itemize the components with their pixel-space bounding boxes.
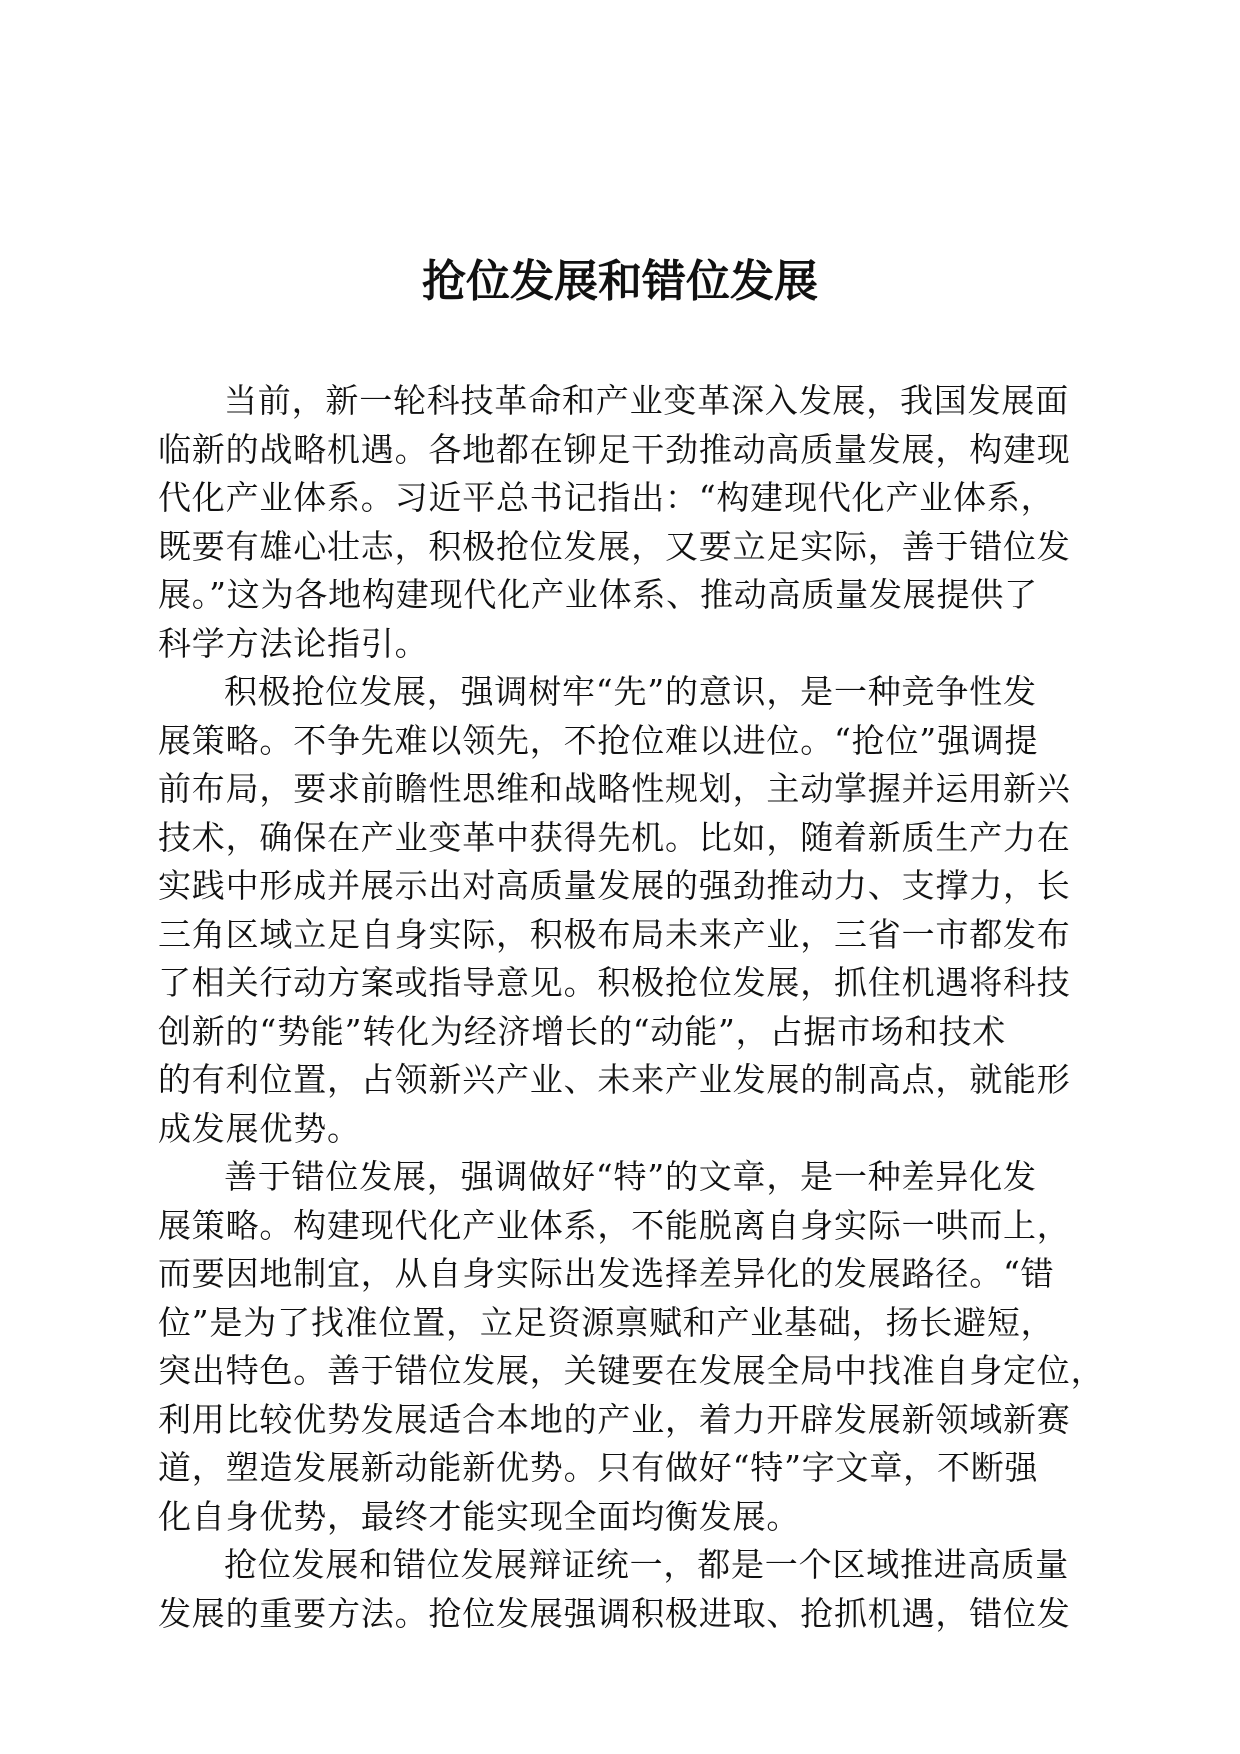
paragraph-line: 道，塑造发展新动能新优势。只有做好“特”字文章，不断强 xyxy=(158,1448,1039,1487)
paragraph-line: 前布局，要求前瞻性思维和战略性规划，主动掌握并运用新兴 xyxy=(158,769,1071,808)
paragraph-line: 善于错位发展，强调做好“特”的文章，是一种差异化发 xyxy=(224,1157,1037,1196)
paragraph-line: 而要因地制宜，从自身实际出发选择差异化的发展路径。“错 xyxy=(158,1254,1055,1293)
paragraph-4 xyxy=(158,1541,1078,1638)
paragraph-line: 突出特色。善于错位发展，关键要在发展全局中找准自身定位， xyxy=(158,1351,1105,1390)
document-body xyxy=(158,377,1105,1638)
paragraph-line: 抢位发展和错位发展辩证统一，都是一个区域推进高质量 xyxy=(224,1545,1069,1584)
paragraph-line: 展策略。不争先难以领先，不抢位难以进位。“抢位”强调提 xyxy=(158,720,1039,760)
paragraph-line: 技术，确保在产业变革中获得先机。比如，随着新质生产力在 xyxy=(158,817,1071,857)
paragraph-line: 展策略。构建现代化产业体系，不能脱离自身实际一哄而上， xyxy=(158,1205,1071,1245)
paragraph-line: 展。”这为各地构建现代化产业体系、推动高质量发展提供了 xyxy=(158,575,1038,614)
paragraph-1 xyxy=(158,377,1078,668)
paragraph-line: 三角区域立足自身实际，积极布局未来产业，三省一市都发布 xyxy=(158,914,1071,954)
paragraph-line: 积极抢位发展，强调树牢“先”的意识，是一种竞争性发 xyxy=(224,672,1037,711)
paragraph-line: 利用比较优势发展适合本地的产业，着力开辟发展新领域新赛 xyxy=(158,1399,1071,1439)
paragraph-line: 科学方法论指引。 xyxy=(158,623,429,663)
paragraph-3 xyxy=(158,1153,1105,1541)
paragraph-line: 位”是为了找准位置，立足资源禀赋和产业基础，扬长避短， xyxy=(158,1302,1055,1342)
paragraph-line: 发展的重要方法。抢位发展强调积极进取、抢抓机遇，错位发 xyxy=(158,1593,1071,1633)
document-title: 抢位发展和错位发展 xyxy=(422,256,818,307)
paragraph-line: 代化产业体系。习近平总书记指出：“构建现代化产业体系， xyxy=(158,478,1055,517)
paragraph-line: 当前，新一轮科技革命和产业变革深入发展，我国发展面 xyxy=(224,381,1069,420)
paragraph-line: 既要有雄心壮志，积极抢位发展，又要立足实际，善于错位发 xyxy=(158,526,1071,566)
paragraph-line: 实践中形成并展示出对高质量发展的强劲推动力、支撑力，长 xyxy=(158,866,1071,905)
paragraph-2 xyxy=(158,668,1078,1153)
paragraph-line: 成发展优势。 xyxy=(158,1108,361,1148)
paragraph-line: 创新的“势能”转化为经济增长的“动能”，占据市场和技术 xyxy=(158,1011,1007,1051)
paragraph-line: 化自身优势，最终才能实现全面均衡发展。 xyxy=(158,1496,801,1536)
paragraph-line: 了相关行动方案或指导意见。积极抢位发展，抓住机遇将科技 xyxy=(158,963,1071,1002)
paragraph-line: 临新的战略机遇。各地都在铆足干劲推动高质量发展，构建现 xyxy=(158,429,1071,469)
paragraph-line: 的有利位置，占领新兴产业、未来产业发展的制高点，就能形 xyxy=(158,1060,1071,1099)
